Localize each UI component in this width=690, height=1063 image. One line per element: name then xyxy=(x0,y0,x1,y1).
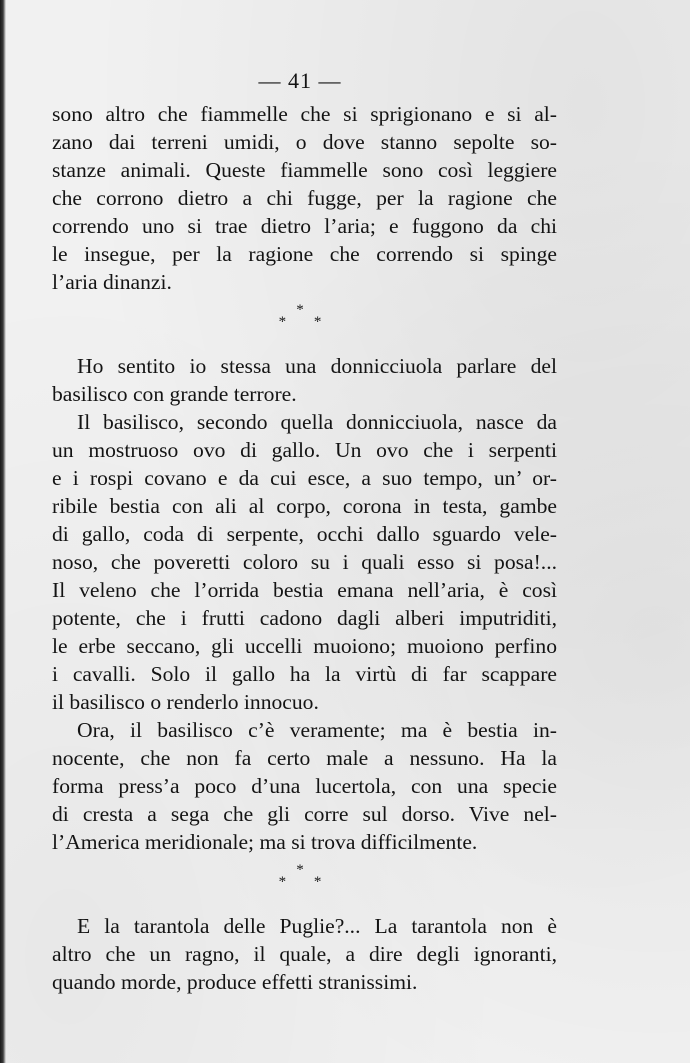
text-line: sono altro che fiammelle che si sprigionano e si al- xyxy=(52,102,557,126)
text-line: l’America meridionale; ma si trova difficilmente. xyxy=(52,830,478,854)
text-line: che corrono dietro a chi fugge, per la ragione che xyxy=(52,186,557,210)
text-line: potente, che i frutti cadono dagli alberi imputriditi, xyxy=(52,606,557,630)
text-line: le erbe seccano, gli uccelli muoiono; muoiono perfino xyxy=(52,634,557,658)
text-line: i cavalli. Solo il gallo ha la virtù di far scappare xyxy=(52,662,557,686)
asterism-divider xyxy=(0,864,600,888)
text-line: zano dai terreni umidi, o dove stanno sepolte so- xyxy=(52,130,557,154)
text-line: un mostruoso ovo di gallo. Un ovo che i serpenti xyxy=(52,438,557,462)
text-line: altro che un ragno, il quale, a dire degli ignoranti, xyxy=(52,942,557,966)
text-line: Ora, il basilisco c’è veramente; ma è bestia in- xyxy=(77,718,557,742)
page-spine-shadow xyxy=(0,0,6,1063)
text-line: E la tarantola delle Puglie?... La tarantola non è xyxy=(77,914,557,938)
text-line: Ho sentito io stessa una donnicciuola parlare del xyxy=(77,354,557,378)
page-number: — 41 — xyxy=(258,68,342,93)
asterism-bottom: * * xyxy=(278,874,334,890)
text-line: ribile bestia con ali al corpo, corona in testa, gambe xyxy=(52,494,557,518)
text-line: nocente, che non fa certo male a nessuno. Ha la xyxy=(52,746,557,770)
text-line: di cresta a sega che gli corre sul dorso. Vive nel- xyxy=(52,802,557,826)
text-line: il basilisco o renderlo innocuo. xyxy=(52,690,319,714)
text-line: noso, che poveretti coloro su i quali esso si posa!... xyxy=(52,550,557,574)
asterism-divider xyxy=(0,304,600,328)
text-line: di gallo, coda di serpente, occhi dallo sguardo vele- xyxy=(52,522,557,546)
text-line: stanze animali. Queste fiammelle sono così leggiere xyxy=(52,158,557,182)
asterism-top: * xyxy=(296,302,304,318)
text-line: basilisco con grande terrore. xyxy=(52,382,297,406)
text-line: l’aria dinanzi. xyxy=(52,270,172,294)
text-line: correndo uno si trae dietro l’aria; e fuggono da chi xyxy=(52,214,557,238)
text-line: e i rospi covano e da cui esce, a suo tempo, un’ or- xyxy=(52,466,557,490)
asterism-top: * xyxy=(296,862,304,878)
text-line: forma press’a poco d’una lucertola, con una specie xyxy=(52,774,557,798)
asterism-bottom: * * xyxy=(278,314,334,330)
text-line: le insegue, per la ragione che correndo si spinge xyxy=(52,242,557,266)
text-line: Il veleno che l’orrida bestia emana nell’aria, è così xyxy=(52,578,557,602)
text-line: quando morde, produce effetti stranissimi. xyxy=(52,970,418,994)
text-line: Il basilisco, secondo quella donnicciuola, nasce da xyxy=(77,410,557,434)
